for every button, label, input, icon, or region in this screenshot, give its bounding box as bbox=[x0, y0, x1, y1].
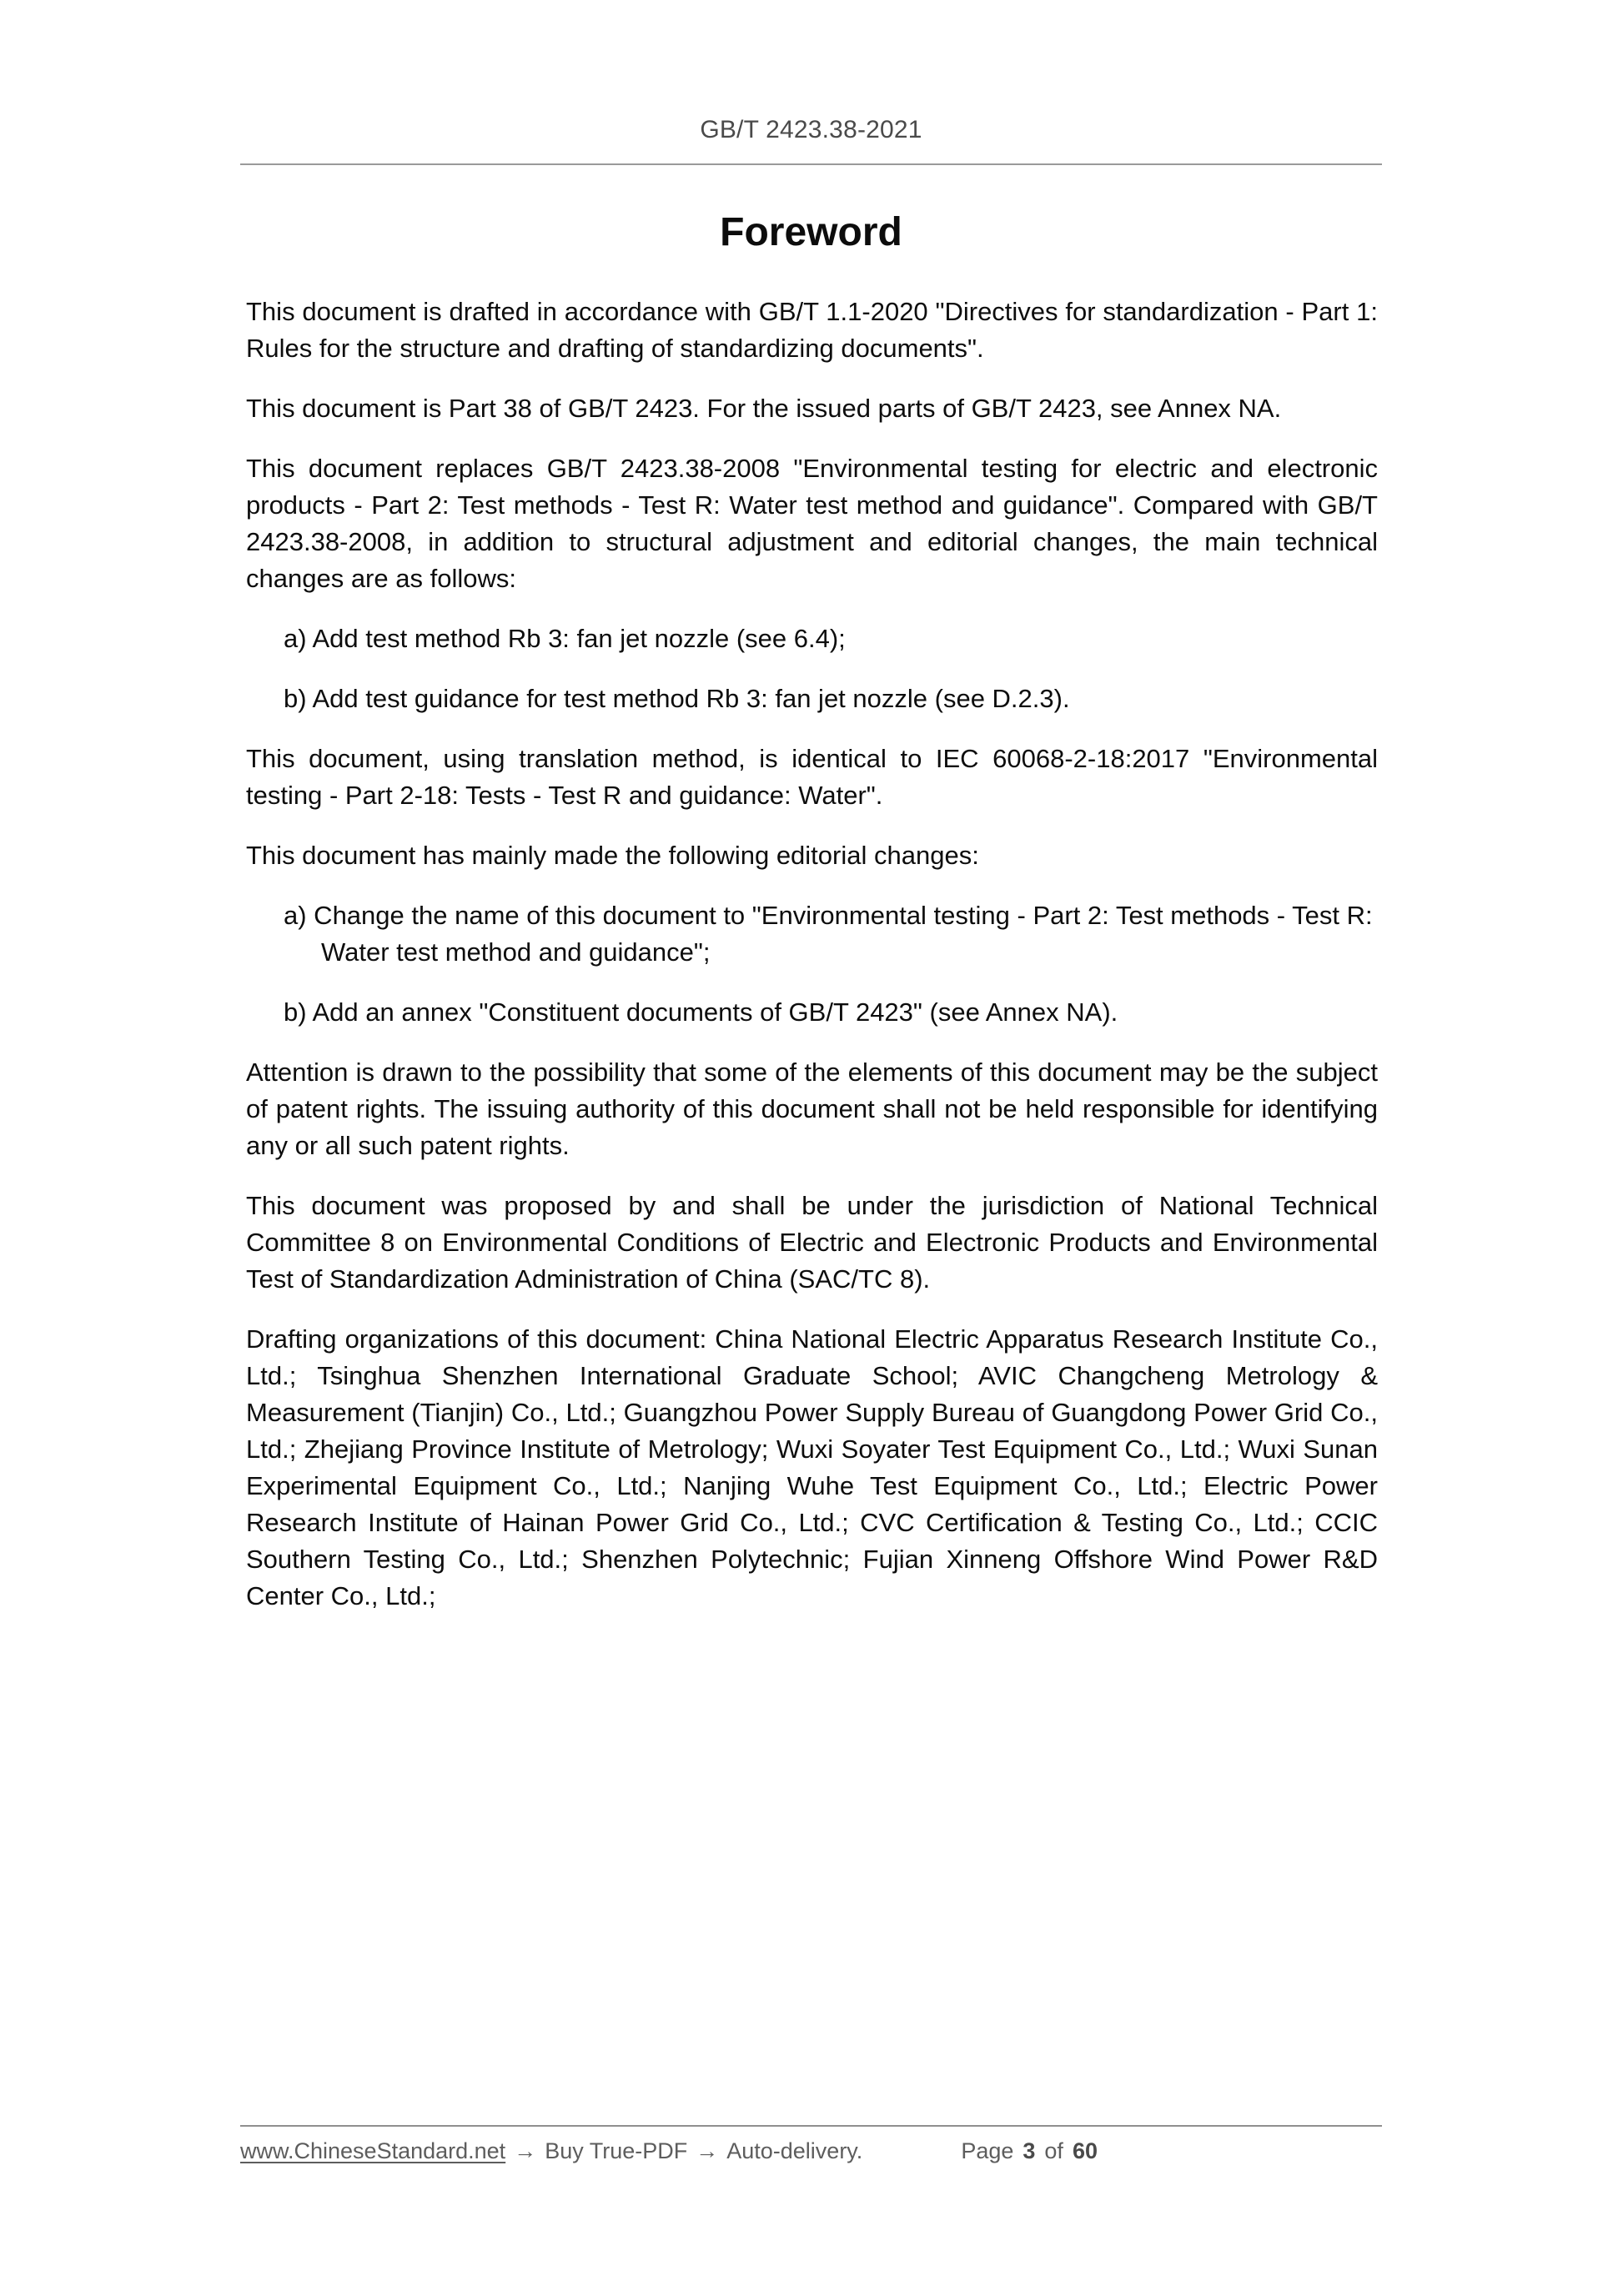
standard-number: GB/T 2423.38-2021 bbox=[700, 116, 922, 143]
header-divider bbox=[240, 163, 1382, 165]
body-paragraph: This document is drafted in accordance with GB/T 1.1-2020 "Directives for standardization - Part 1: Rules for the structure and drafting of standardizing documents". bbox=[246, 297, 1378, 364]
footer-row bbox=[240, 2138, 1382, 2164]
document-body bbox=[246, 294, 1378, 1615]
arrow-right-icon-2: → bbox=[696, 2138, 719, 2163]
page-title: Foreword bbox=[720, 210, 902, 254]
body-paragraph: This document has mainly made the following editorial changes: bbox=[246, 841, 979, 871]
body-paragraph: This document, using translation method, is identical to IEC 60068-2-18:2017 "Environmental testing - Part 2-18: Tests - Test R and guidance: Water". bbox=[246, 744, 1378, 811]
promo-buy-true-pdf: Buy True-PDF bbox=[545, 2138, 688, 2163]
body-paragraph: This document is Part 38 of GB/T 2423. For the issued parts of GB/T 2423, see Annex NA. bbox=[246, 394, 1282, 424]
body-paragraph: This document replaces GB/T 2423.38-2008 "Environmental testing for electric and electronic products - Part 2: Test methods - Test R: Water test method and guidance". Compared with GB/T 2423.38-2008, in addition to structural adjustment and editorial changes, the main technical changes are as follows: bbox=[246, 454, 1378, 594]
promo-auto-delivery: Auto-delivery. bbox=[726, 2138, 863, 2163]
body-paragraph: Drafting organizations of this document: China National Electric Apparatus Research Institute Co., Ltd.; Tsinghua Shenzhen International Graduate School; AVIC Changcheng Metrology & Measurement (Tianjin) Co., Ltd.; Guangzhou Power Supply Bureau of Guangdong Power Grid Co., Ltd.; Zhejiang Province Institute of Metrology; Wuxi Soyater Test Equipment Co., Ltd.; Wuxi Sunan Experimental Equipment Co., Ltd.; Nanjing Wuhe Test Equipment Co., Ltd.; Electric Power Research Institute of Hainan Power Grid Co., Ltd.; CVC Certification & Testing Co., Ltd.; CCIC Southern Testing Co., Ltd.; Shenzhen Polytechnic; Fujian Xinneng Offshore Wind Power R&D Center Co., Ltd.; bbox=[246, 1324, 1378, 1611]
list-item: b) Add test guidance for test method Rb 3: fan jet nozzle (see D.2.3). bbox=[284, 684, 1070, 714]
list-item: b) Add an annex "Constituent documents of GB/T 2423" (see Annex NA). bbox=[284, 997, 1118, 1027]
footer-divider bbox=[240, 2125, 1382, 2127]
footer-promo bbox=[240, 2138, 862, 2164]
list-item: a) Change the name of this document to "Environmental testing - Part 2: Test methods - Test R: Water test method and guidance"; bbox=[284, 901, 1373, 967]
page-header bbox=[240, 115, 1382, 165]
total-page-count: 60 bbox=[1072, 2138, 1098, 2163]
arrow-right-icon: → bbox=[514, 2138, 537, 2163]
page-footer bbox=[240, 2125, 1382, 2164]
body-paragraph: Attention is drawn to the possibility that some of the elements of this document may be the subject of patent rights. The issuing authority of this document shall not be held responsible for identifying any or all such patent rights. bbox=[246, 1058, 1378, 1161]
website-link[interactable]: www.ChineseStandard.net bbox=[240, 2138, 506, 2163]
of-label: of bbox=[1044, 2138, 1063, 2163]
body-paragraph: This document was proposed by and shall be under the jurisdiction of National Technical Committee 8 on Environmental Conditions of Electric and Electronic Products and Environmental Test of Standardization Administration of China (SAC/TC 8). bbox=[246, 1191, 1378, 1294]
page-indicator bbox=[961, 2138, 1098, 2164]
current-page-number: 3 bbox=[1023, 2138, 1036, 2163]
page-label: Page bbox=[961, 2138, 1014, 2163]
list-item: a) Add test method Rb 3: fan jet nozzle (see 6.4); bbox=[284, 624, 846, 654]
